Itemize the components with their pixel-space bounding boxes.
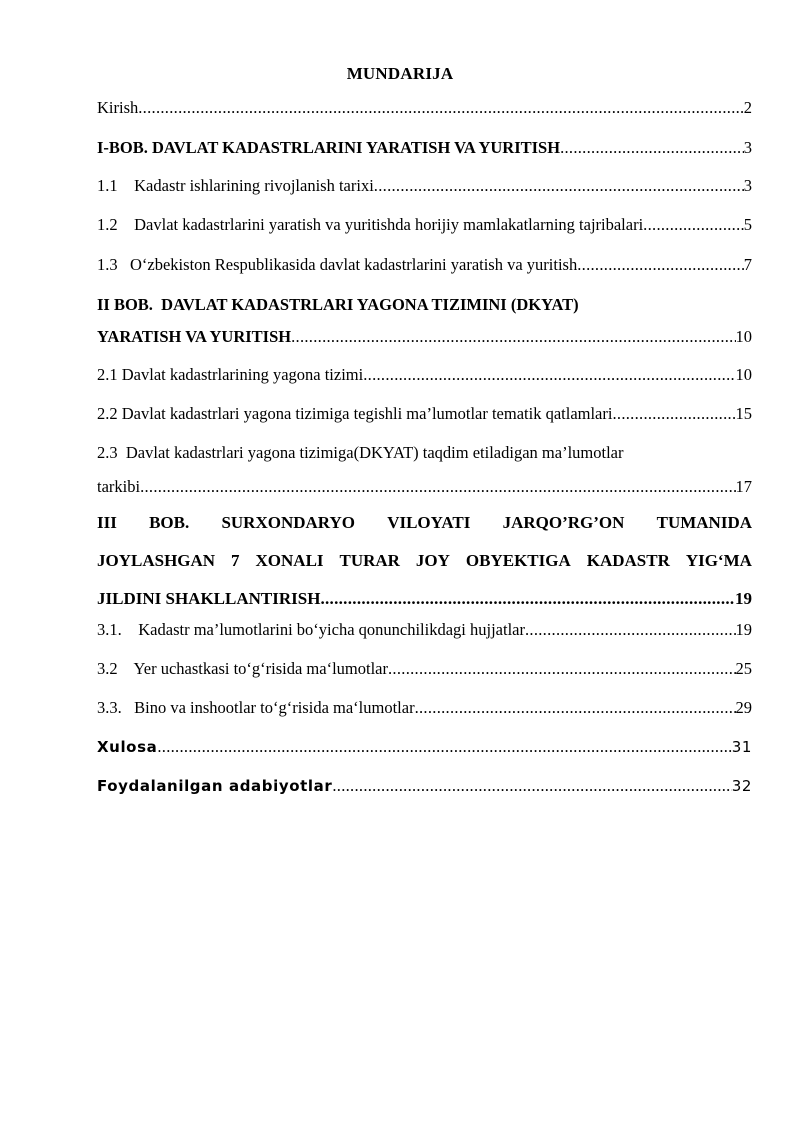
heading-word: JOYLASHGAN bbox=[97, 551, 216, 570]
heading-word: TUMANIDA bbox=[656, 513, 752, 532]
toc-page-number: 5 bbox=[743, 215, 752, 234]
toc-entry-label: I-BOB. DAVLAT KADASTRLARINI YARATISH VA YURITISH bbox=[97, 138, 561, 157]
dot-leader bbox=[374, 175, 744, 197]
dot-leader bbox=[612, 403, 735, 425]
toc-entry-3-1[interactable] bbox=[97, 619, 752, 641]
heading-word: 7 bbox=[231, 551, 240, 570]
dot-leader bbox=[415, 697, 736, 719]
heading-word: YIG‘MA bbox=[685, 551, 752, 570]
toc-entry-2-2[interactable] bbox=[97, 403, 752, 425]
heading-word: TURAR bbox=[339, 551, 400, 570]
toc-entry-1-3[interactable] bbox=[97, 254, 752, 276]
toc-entry-chapter-1[interactable] bbox=[97, 137, 752, 159]
toc-entry-kirish[interactable] bbox=[97, 97, 752, 119]
dot-leader bbox=[320, 588, 735, 610]
heading-word: JOY bbox=[415, 551, 450, 570]
toc-entry-label: 3.2 Yer uchastkasi to‘g‘risida ma‘lumotlar bbox=[97, 659, 388, 678]
dot-leader bbox=[140, 476, 735, 498]
toc-page-number: 31 bbox=[731, 738, 752, 756]
dot-leader bbox=[363, 364, 735, 386]
toc-entry-label: 2.2 Davlat kadastrlari yagona tizimiga tegishli ma’lumotlar tematik qatlamlari bbox=[97, 404, 613, 423]
dot-leader bbox=[138, 97, 744, 119]
toc-entry-label: 1.2 Davlat kadastrlarini yaratish va yuritishda horijiy mamlakatlarning tajribalari bbox=[97, 215, 644, 234]
dot-leader bbox=[560, 137, 744, 159]
toc-page-number: 25 bbox=[735, 659, 752, 678]
toc-page-number: 7 bbox=[743, 255, 752, 274]
toc-entry-label-line3: JILDINI SHAKLLANTIRISH bbox=[97, 589, 321, 608]
dot-leader bbox=[291, 326, 735, 348]
toc-entry-2-3[interactable] bbox=[97, 442, 752, 498]
heading-word: SURXONDARYO bbox=[221, 513, 355, 532]
dot-leader bbox=[157, 736, 731, 758]
toc-entry-adabiyotlar[interactable] bbox=[97, 775, 752, 797]
toc-page-number: 19 bbox=[735, 620, 752, 639]
toc-entry-1-1[interactable] bbox=[97, 175, 752, 197]
toc-entry-chapter-2[interactable] bbox=[97, 294, 752, 348]
toc-entry-label-line1: 2.3 Davlat kadastrlari yagona tizimiga(DKYAT) taqdim etiladigan ma’lumotlar bbox=[97, 443, 624, 462]
toc-entry-label-line2: tarkibi bbox=[97, 477, 141, 496]
toc-entry-3-2[interactable] bbox=[97, 658, 752, 680]
toc-entry-label: 1.3 O‘zbekiston Respublikasida davlat kadastrlarini yaratish va yuritish bbox=[97, 255, 578, 274]
heading-word: OBYEKTIGA bbox=[465, 551, 571, 570]
dot-leader bbox=[577, 254, 744, 276]
toc-entry-label-line2 bbox=[97, 550, 752, 572]
toc-entry-xulosa[interactable] bbox=[97, 736, 752, 758]
heading-word: III bbox=[97, 513, 117, 532]
heading-word: JARQO’RG’ON bbox=[502, 513, 625, 532]
toc-entry-label: Kirish bbox=[97, 98, 139, 117]
dot-leader bbox=[332, 775, 731, 797]
heading-word: BOB. bbox=[149, 513, 190, 532]
heading-word: XONALI bbox=[255, 551, 324, 570]
toc-page-number: 17 bbox=[735, 477, 752, 496]
toc-entry-label-line2: YARATISH VA YURITISH bbox=[97, 327, 292, 346]
toc-entry-label: 2.1 Davlat kadastrlarining yagona tizimi bbox=[97, 365, 364, 384]
toc-page-number: 29 bbox=[735, 698, 752, 717]
heading-word: VILOYATI bbox=[387, 513, 471, 532]
toc-entry-label: 3.1. Kadastr ma’lumotlarini bo‘yicha qonunchilikdagi hujjatlar bbox=[97, 620, 525, 639]
toc-entry-3-3[interactable] bbox=[97, 697, 752, 719]
dot-leader bbox=[525, 619, 736, 641]
toc-page-number: 32 bbox=[731, 777, 752, 795]
toc-entry-label: Xulosa bbox=[97, 738, 158, 756]
toc-entry-chapter-3[interactable] bbox=[97, 512, 752, 610]
toc-page-number: 10 bbox=[735, 327, 752, 346]
toc-page-number: 3 bbox=[743, 138, 752, 157]
toc-page-number: 2 bbox=[743, 98, 752, 117]
toc-entry-label-line1 bbox=[97, 512, 752, 534]
toc-page-number: 3 bbox=[743, 176, 752, 195]
toc-entry-label: 3.3. Bino va inshootlar to‘g‘risida ma‘lumotlar bbox=[97, 698, 415, 717]
toc-entry-label: Foydalanilgan adabiyotlar bbox=[97, 777, 333, 795]
toc-page-number: 19 bbox=[735, 589, 752, 608]
dot-leader bbox=[643, 214, 744, 236]
toc-entry-1-2[interactable] bbox=[97, 214, 752, 236]
dot-leader bbox=[388, 658, 736, 680]
toc-page-number: 10 bbox=[735, 365, 752, 384]
toc-entry-label: 1.1 Kadastr ishlarining rivojlanish tarixi bbox=[97, 176, 374, 195]
toc-entry-2-1[interactable] bbox=[97, 364, 752, 386]
toc-page-number: 15 bbox=[735, 404, 752, 423]
toc-entry-label-line1: II BOB. DAVLAT KADASTRLARI YAGONA TIZIMINI (DKYAT) bbox=[97, 295, 579, 314]
page-title: MUNDARIJA bbox=[346, 64, 454, 83]
heading-word: KADASTR bbox=[586, 551, 670, 570]
